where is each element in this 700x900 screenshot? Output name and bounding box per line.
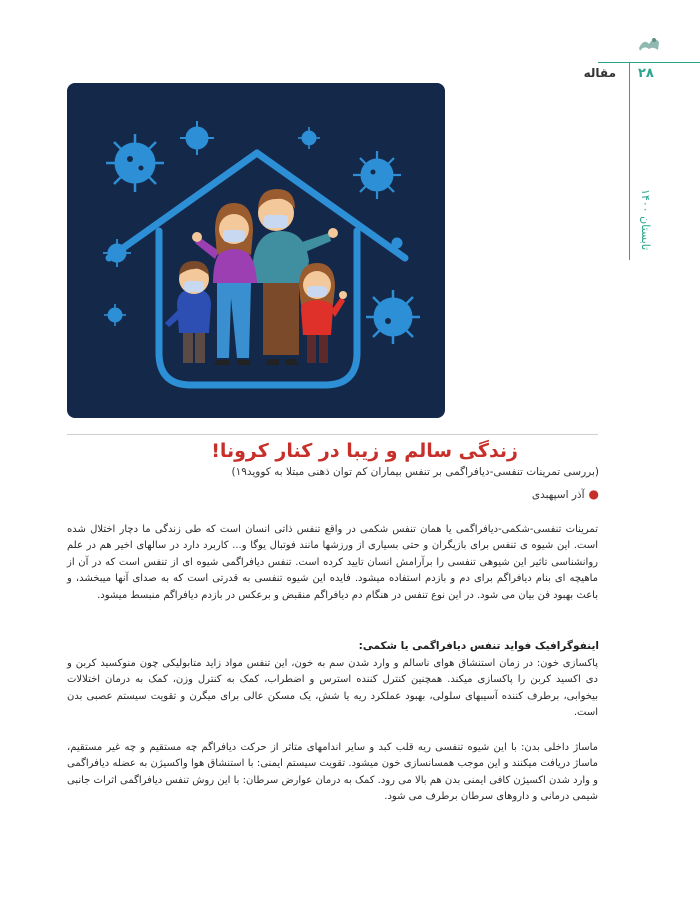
section-label: مقاله <box>583 66 616 80</box>
article-title: زندگی سالم و زیبا در کنار کرونا! <box>211 440 518 462</box>
margin-rule <box>629 62 630 260</box>
infographic-heading: اینفوگرافیک فواید تنفس دیافراگمی یا شکمی: <box>358 640 599 652</box>
intro-paragraph: تمرینات تنفسی-شکمی-دیافراگمی یا همان تنفس شکمی در واقع تنفس ذاتی انسان است که طی زندگی ما دچار اختلال شده است. این شیوه ی تنفس برای بازیگران و حتی بسیاری از ورزشها مانند فوتبال یوگا و... کاربرد دارد در سالهای اخیر هم در علم روانشناسی تاثیر این شیوهی تنفسی را برآرامش انسان تایید کرده است. تنفس دیافراگمی شیوه ای از تنفس است که در آن از ماهیچه ای بنام دیافراگم برای دم و بازدم استفاده میشود. فایده این شیوه تنفسی به قدرتی است که به صدای آنها میبخشد، و باعث بهبود فن بیان می شود. در این نوع تنفس در هنگام دم دیافراگم منقبض و برعکس در بازدم دیافراگم منبسط میشود. <box>67 524 598 601</box>
section-divider <box>67 434 598 435</box>
bullet-icon: ● <box>588 487 599 501</box>
family-house-virus-illustration <box>67 83 445 418</box>
benefits-paragraph-2: ماساژ داخلی بدن: با این شیوه تنفسی ریه قلب کبد و سایر اندامهای متاثر از حرکت دیافراگم چه مستقیم و چه غیر مستقیم، ماساژ دریافت میکنند و این موجب همسانسازی خون میشود. تقویت سیستم ایمنی: با استنشاق هوا واکسیژن به عضله دیافراگمی و وارد شدن اکسیژن کافی ایمنی بدن هم بالا می رود. کمک به درمان عوارض سرطان: با این روش تنفس دیافراگمی اثرات جانبی شیمی درمانی و داروهای سرطان برطرف می شود. <box>67 742 598 803</box>
article-subtitle: (بررسی تمرینات تنفسی-دیافراگمی بر تنفس بیماران کم توان ذهنی مبتلا به کووید۱۹) <box>231 466 599 478</box>
magazine-logo-icon <box>636 34 662 54</box>
issue-date: تابستان ۱۴۰۰ <box>639 188 652 250</box>
son-figure <box>165 261 211 363</box>
hero-illustration <box>67 83 445 418</box>
page-number: ۲۸ <box>638 66 654 81</box>
daughter-figure <box>299 263 347 363</box>
benefits-paragraph-1: پاکسازی خون: در زمان استنشاق هوای ناسالم و وارد شدن سم به خون، این تنفس مواد زاید متابولیکی چون منوکسید کربن و دی اکسید کربن را پاکسازی میکند. همچنین کنترل کننده استرس و اضطراب، کمک به کنترل وزن، کمک به درمان اختلالات بیخوابی، برطرف کننده آسیبهای سلولی، بهبود عملکرد ریه یا شش، یک مسکن عالی برای میگرن و تقویت سیستم عصبی بدن است. <box>67 658 598 719</box>
header-rule <box>598 62 700 63</box>
article-author <box>532 487 599 501</box>
author-name: آذر اسپهبدی <box>531 489 585 501</box>
